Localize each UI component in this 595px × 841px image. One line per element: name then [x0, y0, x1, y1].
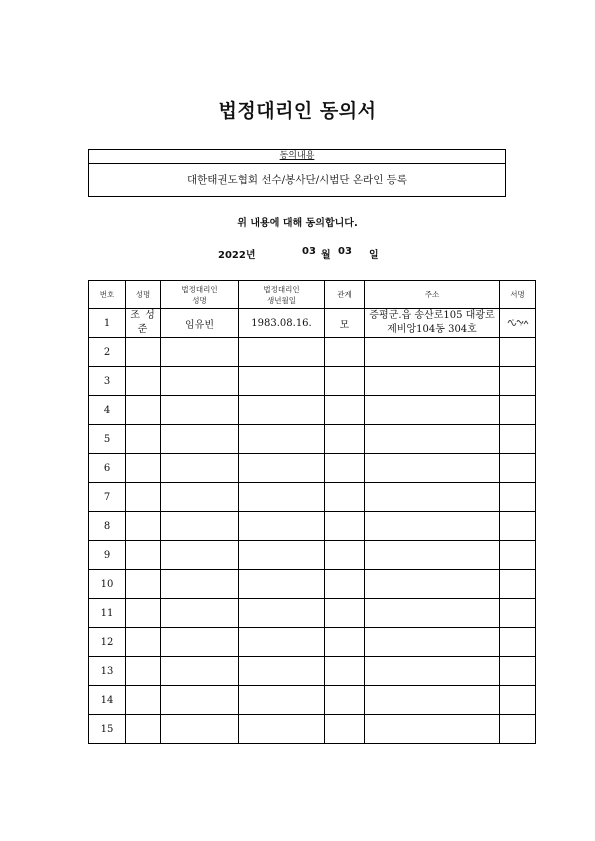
- guardian-name: [161, 715, 239, 744]
- guardian-name: [161, 657, 239, 686]
- student-name: [126, 425, 161, 454]
- row-number: 2: [89, 338, 126, 367]
- address: [365, 454, 500, 483]
- table-row: [89, 367, 536, 396]
- header-signature: 서명: [500, 281, 536, 309]
- guardian-name: 임유빈: [161, 309, 239, 338]
- guardian-birth: [239, 367, 325, 396]
- address: [365, 512, 500, 541]
- row-number: 14: [89, 686, 126, 715]
- guardian-birth: [239, 541, 325, 570]
- table-row: [89, 425, 536, 454]
- signature-cell: [500, 454, 536, 483]
- guardian-birth: [239, 628, 325, 657]
- table-row: [89, 599, 536, 628]
- signature-cell: [500, 686, 536, 715]
- signature-cell: [500, 367, 536, 396]
- signature-cell: [500, 628, 536, 657]
- relation: [325, 512, 365, 541]
- guardian-name: [161, 686, 239, 715]
- relation: [325, 396, 365, 425]
- guardian-name: [161, 338, 239, 367]
- guardian-birth: [239, 338, 325, 367]
- handwritten-signature: [507, 317, 529, 327]
- table-row: [89, 657, 536, 686]
- address: [365, 338, 500, 367]
- relation: [325, 483, 365, 512]
- row-number: 15: [89, 715, 126, 744]
- date-day-unit: 일: [369, 250, 379, 261]
- row-number: 12: [89, 628, 126, 657]
- guardian-name: [161, 628, 239, 657]
- address: [365, 367, 500, 396]
- signature-cell: [500, 599, 536, 628]
- signature-cell: [500, 512, 536, 541]
- date-month-unit: 월: [321, 250, 331, 261]
- student-name: [126, 367, 161, 396]
- consent-content-body: 대한태권도협회 선수/봉사단/시범단 온라인 등록: [187, 174, 407, 186]
- table-row: [89, 454, 536, 483]
- guardian-birth: [239, 599, 325, 628]
- table-row: [89, 396, 536, 425]
- row-number: 7: [89, 483, 126, 512]
- signature-cell: [500, 425, 536, 454]
- table-header-row: [89, 281, 536, 309]
- date-day: 03: [338, 246, 352, 257]
- table-row: [89, 570, 536, 599]
- row-number: 10: [89, 570, 126, 599]
- student-name: [126, 512, 161, 541]
- address: [365, 628, 500, 657]
- guardian-name: [161, 570, 239, 599]
- consent-content-box: [88, 149, 506, 197]
- student-name: [126, 454, 161, 483]
- guardian-table: [88, 280, 536, 744]
- header-address: 주소: [365, 281, 500, 309]
- guardian-name: [161, 396, 239, 425]
- guardian-birth: [239, 483, 325, 512]
- student-name: [126, 541, 161, 570]
- signature-cell: [500, 715, 536, 744]
- table-row: [89, 338, 536, 367]
- row-number: 3: [89, 367, 126, 396]
- guardian-name: [161, 483, 239, 512]
- row-number: 6: [89, 454, 126, 483]
- table-row: [89, 628, 536, 657]
- guardian-birth: [239, 715, 325, 744]
- table-row: [89, 512, 536, 541]
- student-name: [126, 686, 161, 715]
- signature-cell: [500, 396, 536, 425]
- address: [365, 396, 500, 425]
- relation: [325, 686, 365, 715]
- address: [365, 686, 500, 715]
- student-name: [126, 483, 161, 512]
- guardian-birth: [239, 686, 325, 715]
- guardian-name: [161, 541, 239, 570]
- relation: [325, 425, 365, 454]
- student-name: [126, 396, 161, 425]
- guardian-birth: [239, 425, 325, 454]
- relation: [325, 367, 365, 396]
- guardian-birth: [239, 454, 325, 483]
- address: [365, 541, 500, 570]
- address: [365, 657, 500, 686]
- relation: [325, 541, 365, 570]
- address: 증평군.읍 송산로105 대광로제비앙104동 304호: [365, 309, 500, 338]
- relation: 모: [325, 309, 365, 338]
- guardian-birth: [239, 657, 325, 686]
- guardian-birth: [239, 512, 325, 541]
- guardian-name: [161, 512, 239, 541]
- student-name: [126, 599, 161, 628]
- row-number: 8: [89, 512, 126, 541]
- header-number: 번호: [89, 281, 126, 309]
- table-row: [89, 483, 536, 512]
- signature-cell: [500, 338, 536, 367]
- student-name: [126, 570, 161, 599]
- student-name: [126, 628, 161, 657]
- address: [365, 599, 500, 628]
- signature-cell: [500, 483, 536, 512]
- header-guardian-name: 법정대리인 성명: [161, 281, 239, 309]
- row-number: 9: [89, 541, 126, 570]
- student-name: 조 성 준: [126, 309, 161, 338]
- row-number: 4: [89, 396, 126, 425]
- agreement-statement: 위 내용에 대해 동의합니다.: [237, 218, 358, 229]
- guardian-birth: 1983.08.16.: [239, 309, 325, 338]
- header-guardian-birth: 법정대리인 생년월일: [239, 281, 325, 309]
- document-title: 법정대리인 동의서: [218, 100, 377, 122]
- guardian-name: [161, 454, 239, 483]
- guardian-name: [161, 599, 239, 628]
- student-name: [126, 715, 161, 744]
- address: [365, 570, 500, 599]
- relation: [325, 657, 365, 686]
- relation: [325, 715, 365, 744]
- row-number: 11: [89, 599, 126, 628]
- header-name: 성명: [126, 281, 161, 309]
- relation: [325, 570, 365, 599]
- guardian-name: [161, 425, 239, 454]
- address: [365, 425, 500, 454]
- date-month: 03: [302, 246, 316, 257]
- table-row: [89, 686, 536, 715]
- row-number: 13: [89, 657, 126, 686]
- address: [365, 483, 500, 512]
- student-name: [126, 657, 161, 686]
- guardian-name: [161, 367, 239, 396]
- table-row: [89, 309, 536, 338]
- signature-cell: [500, 657, 536, 686]
- row-number: 5: [89, 425, 126, 454]
- table-row: [89, 541, 536, 570]
- signature-cell: [500, 541, 536, 570]
- address: [365, 715, 500, 744]
- header-relation: 관계: [325, 281, 365, 309]
- relation: [325, 599, 365, 628]
- relation: [325, 628, 365, 657]
- guardian-birth: [239, 396, 325, 425]
- consent-content-header: 동의내용: [89, 150, 505, 164]
- guardian-birth: [239, 570, 325, 599]
- table-row: [89, 715, 536, 744]
- date-year: 2022년: [218, 250, 256, 261]
- relation: [325, 338, 365, 367]
- row-number: 1: [89, 309, 126, 338]
- signature-cell: [500, 309, 536, 338]
- relation: [325, 454, 365, 483]
- student-name: [126, 338, 161, 367]
- signature-cell: [500, 570, 536, 599]
